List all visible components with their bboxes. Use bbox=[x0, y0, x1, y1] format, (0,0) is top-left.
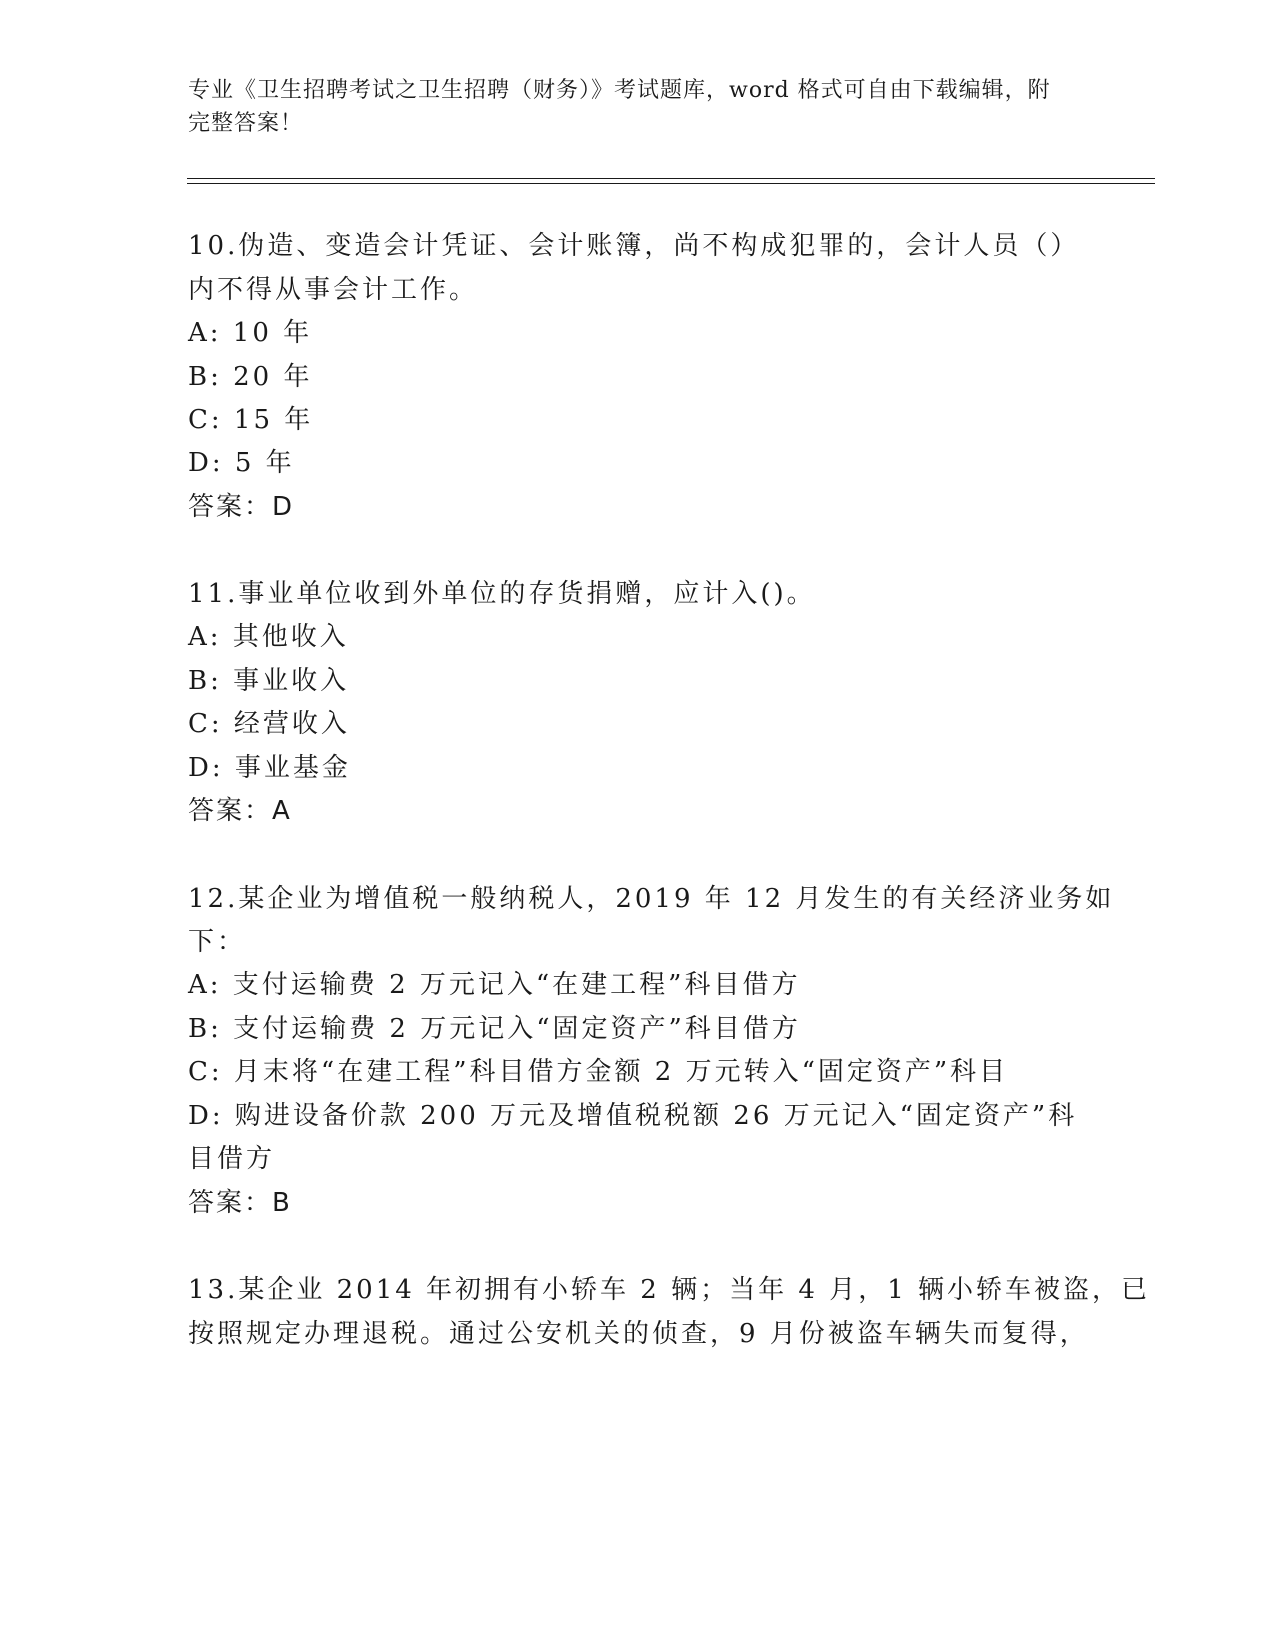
question-12-option-a: A: 支付运输费 2 万元记入“在建工程”科目借方 bbox=[188, 970, 801, 1000]
question-13-stem-line-2: 按照规定办理退税。通过公安机关的侦查，9 月份被盗车辆失而复得， bbox=[188, 1319, 1089, 1349]
question-11-option-b: B: 事业收入 bbox=[188, 666, 350, 696]
document-header: 专业《卫生招聘考试之卫生招聘（财务）》考试题库，word 格式可自由下载编辑，附完整答案！ bbox=[188, 78, 1051, 136]
question-10-stem-line-1: 10.伪造、变造会计凭证、会计账簿，尚不构成犯罪的，会计人员（） bbox=[188, 231, 1080, 261]
question-10-option-c: C: 15 年 bbox=[188, 405, 314, 435]
question-12-option-b: B: 支付运输费 2 万元记入“固定资产”科目借方 bbox=[188, 1014, 801, 1044]
question-12-answer: 答案：B bbox=[188, 1188, 292, 1218]
question-11-option-d: D: 事业基金 bbox=[188, 753, 351, 783]
question-10-option-a: A: 10 年 bbox=[188, 318, 313, 348]
header-divider bbox=[187, 178, 1155, 179]
question-10-option-d: D: 5 年 bbox=[188, 448, 295, 478]
question-10-answer: 答案：D bbox=[188, 492, 295, 522]
question-12-stem-line-2: 下： bbox=[188, 927, 247, 957]
question-12-option-d: D: 购进设备价款 200 万元及增值税税额 26 万元记入“固定资产”科 bbox=[188, 1101, 1078, 1131]
question-10-option-b: B: 20 年 bbox=[188, 362, 313, 392]
question-10-stem-line-2: 内不得从事会计工作。 bbox=[188, 275, 479, 305]
question-12-option-c: C: 月末将“在建工程”科目借方金额 2 万元转入“固定资产”科目 bbox=[188, 1057, 1009, 1087]
question-13-stem-line-1: 13.某企业 2014 年初拥有小轿车 2 辆；当年 4 月，1 辆小轿车被盗，已 bbox=[188, 1275, 1150, 1305]
question-12-option-d-continued: 目借方 bbox=[188, 1144, 276, 1174]
header-divider-second bbox=[187, 183, 1155, 184]
question-11-answer: 答案：A bbox=[188, 796, 292, 826]
question-11-option-a: A: 其他收入 bbox=[188, 622, 349, 652]
question-12-stem-line-1: 12.某企业为增值税一般纳税人，2019 年 12 月发生的有关经济业务如 bbox=[188, 884, 1115, 914]
question-11-stem-line-1: 11.事业单位收到外单位的存货捐赠，应计入()。 bbox=[188, 579, 816, 609]
question-11-option-c: C: 经营收入 bbox=[188, 709, 350, 739]
